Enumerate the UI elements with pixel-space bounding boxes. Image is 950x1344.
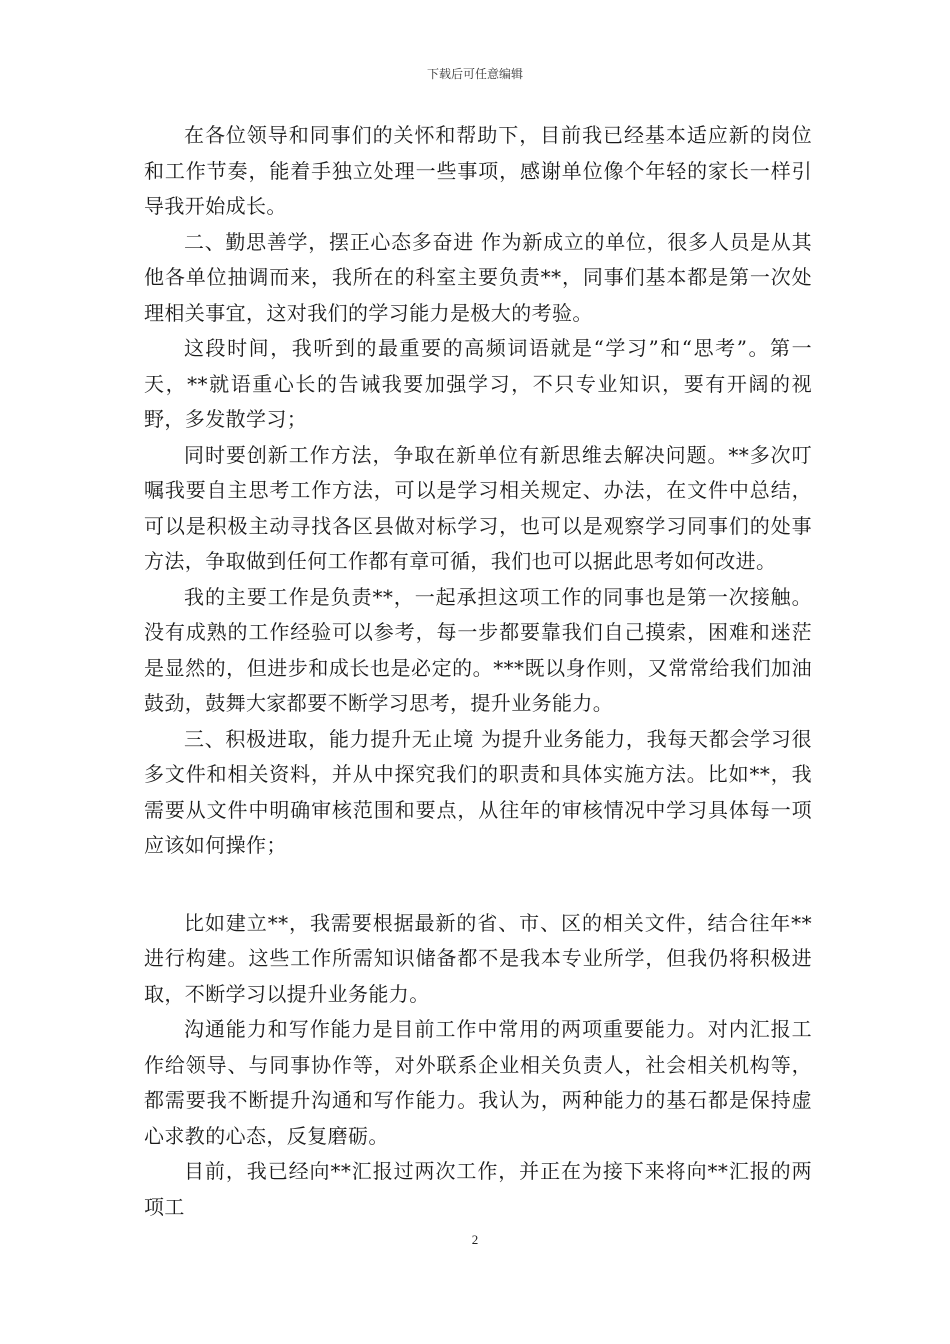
- paragraph: 在各位领导和同事们的关怀和帮助下，目前我已经基本适应新的岗位和工作节奏，能着手独立处理一些事项，感谢单位像个年轻的家长一样引导我开始成长。: [144, 123, 812, 218]
- paragraph: 沟通能力和写作能力是目前工作中常用的两项重要能力。对内汇报工作给领导、与同事协作等，对外联系企业相关负责人，社会相关机构等，都需要我不断提升沟通和写作能力。我认为，两种能力的基石都是保持虚心求教的心态，反复磨砺。: [144, 1017, 812, 1148]
- paragraph: 三、积极进取，能力提升无止境 为提升业务能力，我每天都会学习很多文件和相关资料，并从中探究我们的职责和具体实施方法。比如**，我需要从文件中明确审核范围和要点，从往年的审核情况中学习具体每一项应该如何操作；: [144, 726, 812, 857]
- paragraph: 同时要创新工作方法，争取在新单位有新思维去解决问题。**多次叮嘱我要自主思考工作方法，可以是学习相关规定、办法，在文件中总结，可以是积极主动寻找各区县做对标学习，也可以是观察学习同事们的处事方法，争取做到任何工作都有章可循，我们也可以据此思考如何改进。: [144, 442, 812, 573]
- page-number: 2: [471, 1232, 479, 1247]
- page-header: 下载后可任意编辑: [426, 67, 523, 81]
- paragraph: 比如建立**，我需要根据最新的省、市、区的相关文件，结合往年**进行构建。这些工作所需知识储备都不是我本专业所学，但我仍将积极进取，不断学习以提升业务能力。: [144, 910, 812, 1006]
- paragraph: 二、勤思善学，摆正心态多奋进 作为新成立的单位，很多人员是从其他各单位抽调而来，我所在的科室主要负责**，同事们基本都是第一次处理相关事宜，这对我们的学习能力是极大的考验。: [144, 229, 812, 325]
- paragraph: 这段时间，我听到的最重要的高频词语就是“学习”和“思考”。第一天，**就语重心长的告诫我要加强学习，不只专业知识，要有开阔的视野，多发散学习；: [144, 336, 812, 431]
- paragraph-gap: [144, 864, 812, 906]
- paragraph: 我的主要工作是负责**，一起承担这项工作的同事也是第一次接触。没有成熟的工作经验可以参考，每一步都要靠我们自己摸索，困难和迷茫是显然的，但进步和成长也是必定的。***既以身作则，又常常给我们加油鼓劲，鼓舞大家都要不断学习思考，提升业务能力。: [144, 584, 812, 715]
- paragraph: 目前，我已经向**汇报过两次工作，并正在为接下来将向**汇报的两项工: [144, 1159, 812, 1219]
- document-body: [144, 118, 812, 1225]
